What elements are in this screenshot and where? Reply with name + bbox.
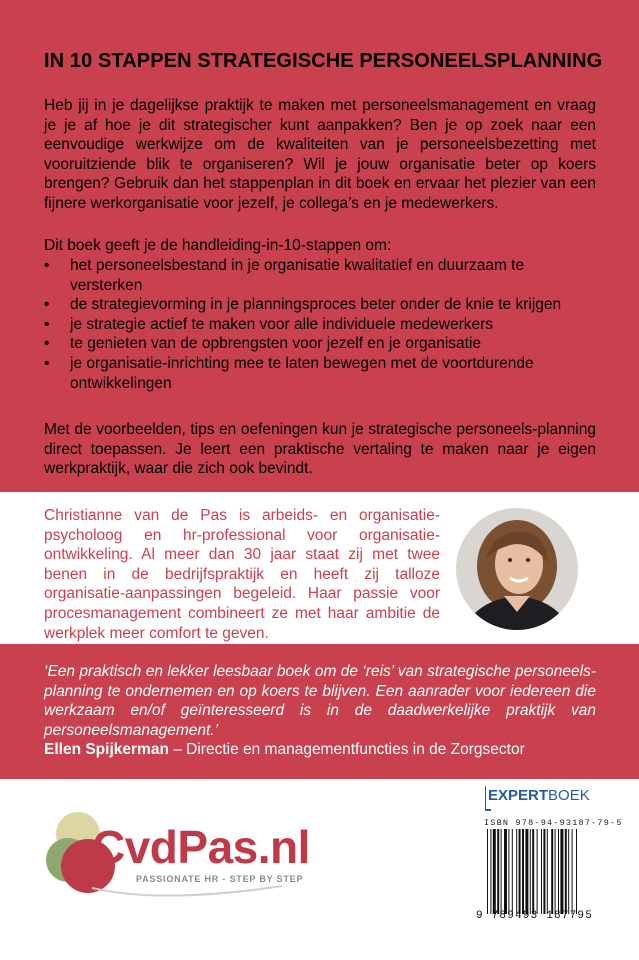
isbn-label: ISBN 978-94-93187-79-5 bbox=[484, 818, 623, 828]
list-item bbox=[44, 315, 596, 335]
list-item-text: je strategie actief te maken voor alle individuele medewerkers bbox=[70, 315, 494, 333]
cover-title: IN 10 STAPPEN STRATEGISCHE PERSONEELSPLANNING bbox=[44, 50, 603, 72]
bullet-glyph: • bbox=[44, 354, 50, 372]
list-item bbox=[44, 295, 596, 315]
quote-author: Ellen Spijkerman bbox=[44, 741, 169, 758]
testimonial-attribution bbox=[44, 740, 604, 760]
barcode bbox=[486, 829, 604, 914]
list-item bbox=[44, 354, 596, 393]
bullet-glyph: • bbox=[44, 315, 50, 333]
logo-tagline: PASSIONATE HR - STEP BY STEP bbox=[136, 874, 304, 884]
list-item-text: je organisatie-inrichting mee te laten bewegen met de voortdurende ontwikkelingen bbox=[70, 354, 534, 392]
bullet-glyph: • bbox=[44, 257, 50, 274]
list-item bbox=[44, 256, 596, 295]
barcode-number: 9 789493 187795 bbox=[476, 910, 594, 922]
quote-author-role: – Directie en managementfuncties in de Zorgsector bbox=[168, 741, 525, 758]
publisher-name-part2: BOEK bbox=[548, 787, 590, 804]
benefit-list bbox=[44, 256, 596, 393]
closing-paragraph: Met de voorbeelden, tips en oefeningen kun je strategische personeels-planning direct toepassen. Je leert een praktische vertaling te maken naar je eigen werkpraktijk, waar die zich ook bevindt. bbox=[44, 421, 596, 478]
bullet-glyph: • bbox=[44, 335, 50, 353]
list-item-text: de strategievorming in je planningsproces beter onder de knie te krijgen bbox=[70, 296, 562, 314]
intro-paragraph: Heb jij in je dagelijkse praktijk te maken met personeelsmanagement en vraag je je af hoe je dit strategischer kunt aanpakken? Ben je op zoek naar een eenvoudige werkwijze om de kwaliteiten van je personeelsbezetting met vooruitziende blik te organiseren? Wil je jouw organisatie beter op koers brengen? Gebruik dan het stappenplan in dit boek en ervaar het plezier van een fijnere werkorganisatie voor jezelf, je collega’s en je medewerkers. bbox=[44, 97, 596, 212]
publisher-name bbox=[488, 787, 590, 804]
author-photo bbox=[456, 508, 578, 630]
testimonial-quote: ‘Een praktisch en lekker leesbaar boek om de ‘reis’ van strategische personeels-planning te ondernemen en op koers te blijven. Een aanrader voor iedereen die werkzaam en/of geïnteresseerd is in de daadwerkelijke praktijk van personeelsmanagement.’ bbox=[44, 663, 596, 739]
list-intro: Dit boek geeft je de handleiding-in-10-stappen om: bbox=[44, 237, 392, 254]
list-item-text: te genieten van de opbrengsten voor jezelf en je organisatie bbox=[70, 335, 482, 353]
author-bio: Christianne van de Pas is arbeids- en organisatie-psycholoog en hr-professional voor organisatie-ontwikkeling. Al meer dan 30 jaar staat zij met twee benen in de bedrijfspraktijk en heeft zij talloze organisatie-aanpassingen begeleid. Haar passie voor procesmanagement combineert ze met haar ambitie de werkplek meer comfort te geven. bbox=[44, 507, 440, 642]
bullet-glyph: • bbox=[44, 296, 50, 314]
publisher-name-part1: EXPERT bbox=[488, 787, 549, 804]
list-item-text: het personeelsbestand in je organisatie kwalitatief en duurzaam te versterken bbox=[70, 257, 525, 294]
list-item bbox=[44, 334, 596, 354]
logo-wordmark: CvdPas.nl bbox=[92, 821, 310, 873]
